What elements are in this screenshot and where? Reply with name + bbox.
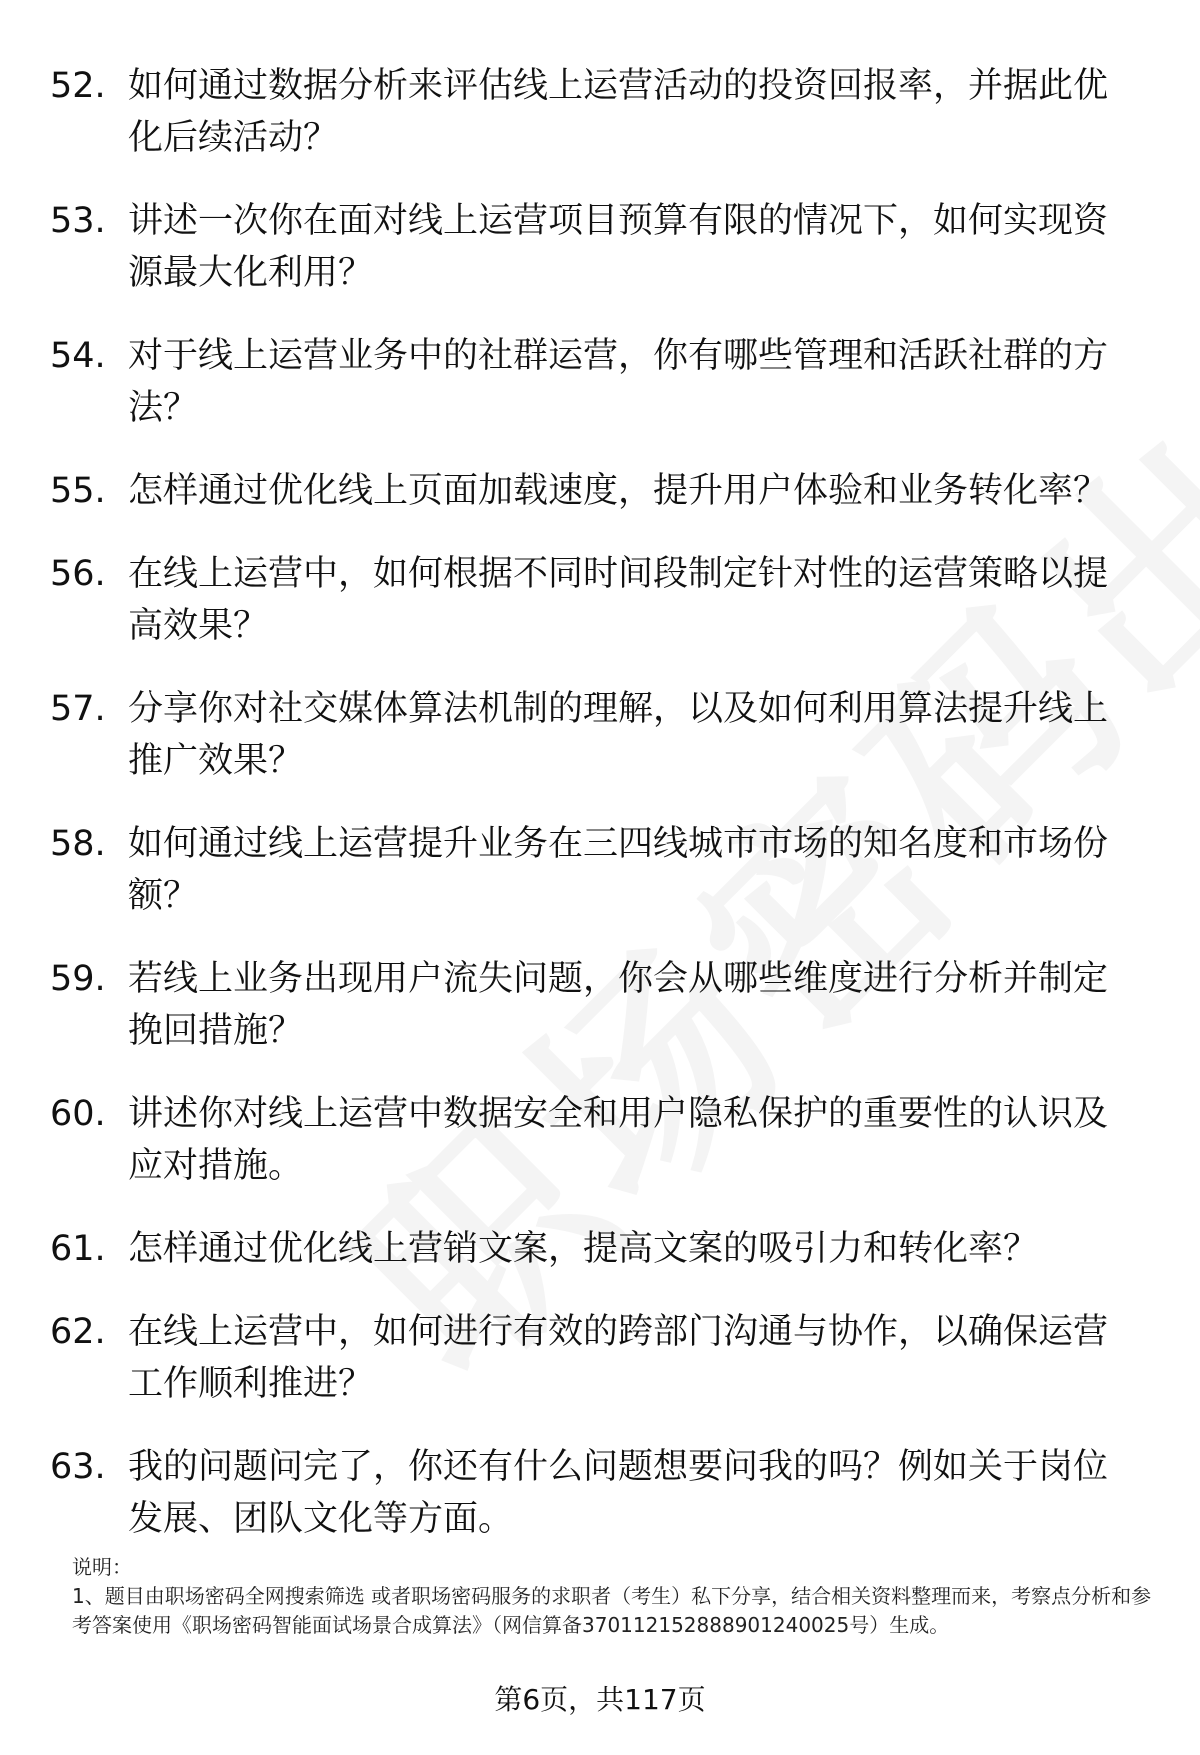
question-list xyxy=(50,60,1150,1576)
question-text: 怎样通过优化线上营销文案，提高文案的吸引力和转化率？ xyxy=(128,1229,1039,1269)
question-number: 56. xyxy=(50,554,106,594)
question-text: 讲述你对线上运营中数据安全和用户隐私保护的重要性的认识及应对措施。 xyxy=(128,1094,1109,1186)
question-number: 63. xyxy=(50,1447,106,1487)
question-text: 怎样通过优化线上页面加载速度，提升用户体验和业务转化率？ xyxy=(128,471,1109,511)
question-number: 58. xyxy=(50,824,106,864)
note-body: 1、题目由职场密码全网搜索筛选 或者职场密码服务的求职者（考生）私下分享，结合相关资料整理而来，考察点分析和参考答案使用《职场密码智能面试场景合成算法》（网信算备370112152888901240025号）生成。 xyxy=(72,1584,1152,1637)
question-text: 如何通过数据分析来评估线上运营活动的投资回报率，并据此优化后续活动？ xyxy=(128,66,1109,158)
question-number: 57. xyxy=(50,689,106,729)
question-number: 53. xyxy=(50,201,106,241)
list-item xyxy=(50,330,1150,434)
list-item xyxy=(50,465,1150,517)
question-number: 61. xyxy=(50,1229,106,1269)
question-text: 分享你对社交媒体算法机制的理解，以及如何利用算法提升线上推广效果？ xyxy=(128,689,1109,781)
list-item xyxy=(50,953,1150,1057)
list-item xyxy=(50,1441,1150,1545)
question-number: 62. xyxy=(50,1312,106,1352)
list-item xyxy=(50,195,1150,299)
question-text: 在线上运营中，如何进行有效的跨部门沟通与协作，以确保运营工作顺利推进？ xyxy=(128,1312,1109,1404)
question-text: 对于线上运营业务中的社群运营，你有哪些管理和活跃社群的方法？ xyxy=(128,336,1109,428)
list-item xyxy=(50,60,1150,164)
list-item xyxy=(50,1088,1150,1192)
question-text: 我的问题问完了，你还有什么问题想要问我的吗？例如关于岗位发展、团队文化等方面。 xyxy=(128,1447,1109,1539)
question-text: 在线上运营中，如何根据不同时间段制定针对性的运营策略以提高效果？ xyxy=(128,554,1109,646)
question-number: 54. xyxy=(50,336,106,376)
question-text: 若线上业务出现用户流失问题，你会从哪些维度进行分析并制定挽回措施？ xyxy=(128,959,1109,1051)
question-number: 59. xyxy=(50,959,106,999)
list-item xyxy=(50,683,1150,787)
note-title: 说明： xyxy=(72,1555,132,1579)
question-number: 52. xyxy=(50,66,106,106)
list-item xyxy=(50,1306,1150,1410)
question-number: 55. xyxy=(50,471,106,511)
question-number: 60. xyxy=(50,1094,106,1134)
question-text: 如何通过线上运营提升业务在三四线城市市场的知名度和市场份额？ xyxy=(128,824,1109,916)
note-section xyxy=(72,1553,1152,1640)
list-item xyxy=(50,1223,1150,1275)
list-item xyxy=(50,548,1150,652)
page-number: 第6页，共117页 xyxy=(494,1683,706,1716)
question-text: 讲述一次你在面对线上运营项目预算有限的情况下，如何实现资源最大化利用？ xyxy=(128,201,1109,293)
list-item xyxy=(50,818,1150,922)
